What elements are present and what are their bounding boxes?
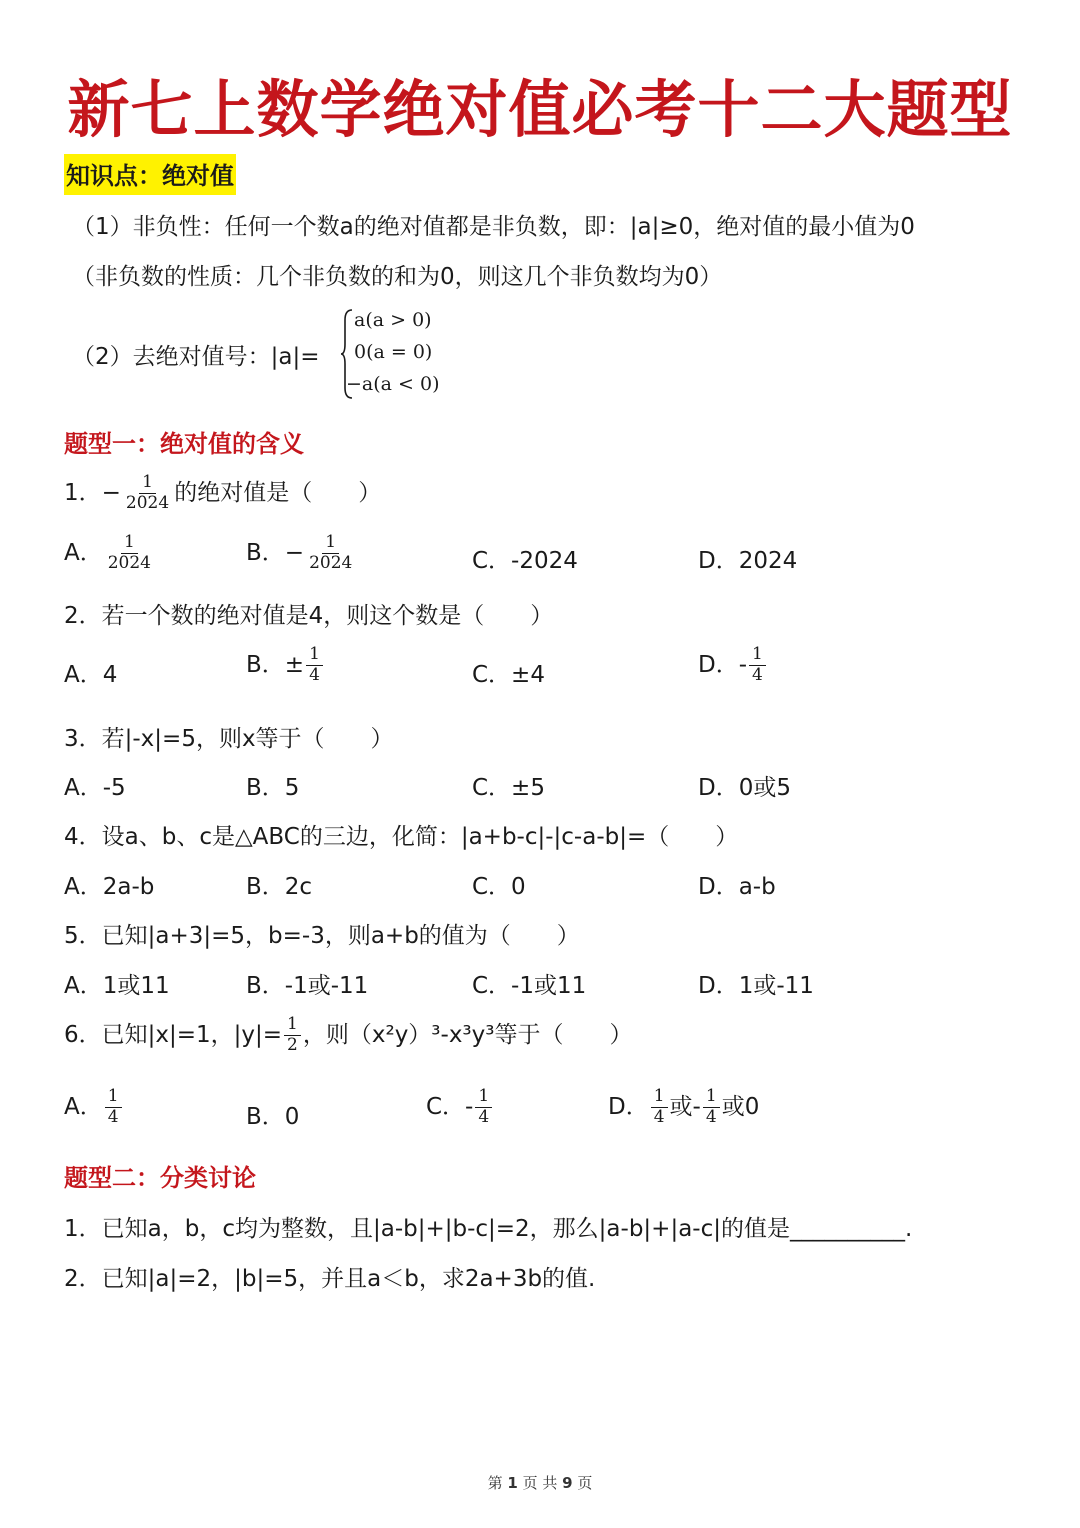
knowledge-line-2: （非负数的性质：几个非负数的和为0，则这几个非负数均为0） [72,264,723,290]
option-text: 或- [669,1094,701,1120]
fraction-numerator: 1 [475,1088,492,1108]
fraction-denominator: 4 [653,1107,665,1127]
fraction-denominator: 2 [287,1035,298,1055]
option-label: A． [64,1094,103,1120]
fraction-numerator: 1 [105,1088,122,1108]
option-d: D．a-b [698,874,776,900]
knowledge-line-3: （2）去绝对值号：|a|= [72,344,320,370]
page-footer [0,1472,1080,1493]
question-2-2: 2．已知|a|=2，|b|=5，并且a＜b，求2a+3b的值. [64,1266,596,1292]
option-c [426,1088,494,1127]
section-2-title: 题型二：分类讨论 [64,1164,256,1192]
option-label: D． [608,1094,649,1120]
footer-text: 第 [487,1474,503,1492]
fraction-numerator: 1 [651,1088,668,1108]
option-b: B．-1或-11 [246,973,369,999]
case-positive: a(a > 0) [354,309,432,331]
fraction-denominator: 2024 [107,553,151,573]
fraction-denominator: 2024 [125,493,170,513]
option-label: A． [64,540,103,566]
option-c: C．-2024 [472,548,578,574]
minus-sign: − [284,540,305,566]
option-c: C．±5 [472,775,545,801]
fraction [284,1016,301,1055]
option-a: A．2a-b [64,874,155,900]
case-negative: −a(a < 0) [346,373,440,395]
fraction [123,474,172,513]
question-text: 6．已知|x|=1，|y|= [64,1022,283,1048]
option-a: A．1或11 [64,973,170,999]
question-1-2: 2．若一个数的绝对值是4，则这个数是（ ） [64,603,554,629]
option-b: B．5 [246,775,300,801]
knowledge-label: 知识点：绝对值 [64,154,236,195]
fraction-numerator: 1 [284,1016,301,1036]
option-d: D．0或5 [698,775,791,801]
question-2-1: 1．已知a，b，c均为整数，且|a-b|+|b-c|=2，那么|a-b|+|a-c|的值是__________. [64,1216,913,1242]
fraction-denominator: 4 [752,665,763,685]
option-label: B．± [246,652,305,678]
option-a [64,534,156,573]
fraction-denominator: 4 [107,1107,119,1127]
option-d [698,646,768,685]
footer-text: 页 共 [522,1474,558,1492]
question-1-4: 4．设a、b、c是△ABC的三边，化简：|a+b-c|-|c-a-b|=（ ） [64,824,739,850]
question-1-6 [64,1016,633,1055]
fraction [105,534,154,573]
option-a: A．-5 [64,775,126,801]
minus-sign: − [101,480,121,506]
fraction [703,1088,720,1127]
fraction-numerator: 1 [121,534,138,554]
fraction-numerator: 1 [322,534,339,554]
option-a [64,1088,124,1127]
option-text: 或0 [721,1094,760,1120]
fraction-denominator: 4 [309,665,320,685]
fraction-numerator: 1 [749,646,766,666]
fraction-numerator: 1 [703,1088,720,1108]
fraction-denominator: 4 [478,1107,490,1127]
knowledge-line-1: （1）非负性：任何一个数a的绝对值都是非负数，即：|a|≥0，绝对值的最小值为0 [72,214,915,240]
fraction [306,534,355,573]
option-label: D．- [698,652,748,678]
option-b: B．2c [246,874,313,900]
option-d: D．2024 [698,548,798,574]
option-label: B． [246,540,285,566]
option-label: C．- [426,1094,474,1120]
fraction-numerator: 1 [139,474,156,494]
fraction-numerator: 1 [306,646,323,666]
option-b [246,534,357,573]
fraction [651,1088,668,1127]
section-1-title: 题型一：绝对值的含义 [64,430,304,458]
question-text: 的绝对值是（ ） [174,480,382,506]
question-text: ，则（x²y）³-x³y³等于（ ） [302,1022,633,1048]
option-a: A．4 [64,662,118,688]
question-number: 1． [64,480,102,506]
page-title: 新七上数学绝对值必考十二大题型 [67,73,1013,146]
option-b [246,646,325,685]
fraction [105,1088,122,1127]
question-1-3: 3．若|-x|=5，则x等于（ ） [64,726,394,752]
option-c: C．±4 [472,662,545,688]
option-c: C．0 [472,874,526,900]
footer-text: 页 [577,1474,593,1492]
fraction-denominator: 2024 [309,553,353,573]
fraction [306,646,323,685]
option-d [608,1088,759,1127]
fraction [749,646,766,685]
option-b: B．0 [246,1104,300,1130]
question-1-5: 5．已知|a+3|=5，b=-3，则a+b的值为（ ） [64,923,580,949]
page-total: 9 [562,1474,573,1492]
option-c: C．-1或11 [472,973,587,999]
fraction-denominator: 4 [705,1107,717,1127]
fraction [475,1088,492,1127]
question-1-1 [64,474,381,513]
case-zero: 0(a = 0) [354,341,433,363]
page-number: 1 [507,1474,518,1492]
option-d: D．1或-11 [698,973,814,999]
